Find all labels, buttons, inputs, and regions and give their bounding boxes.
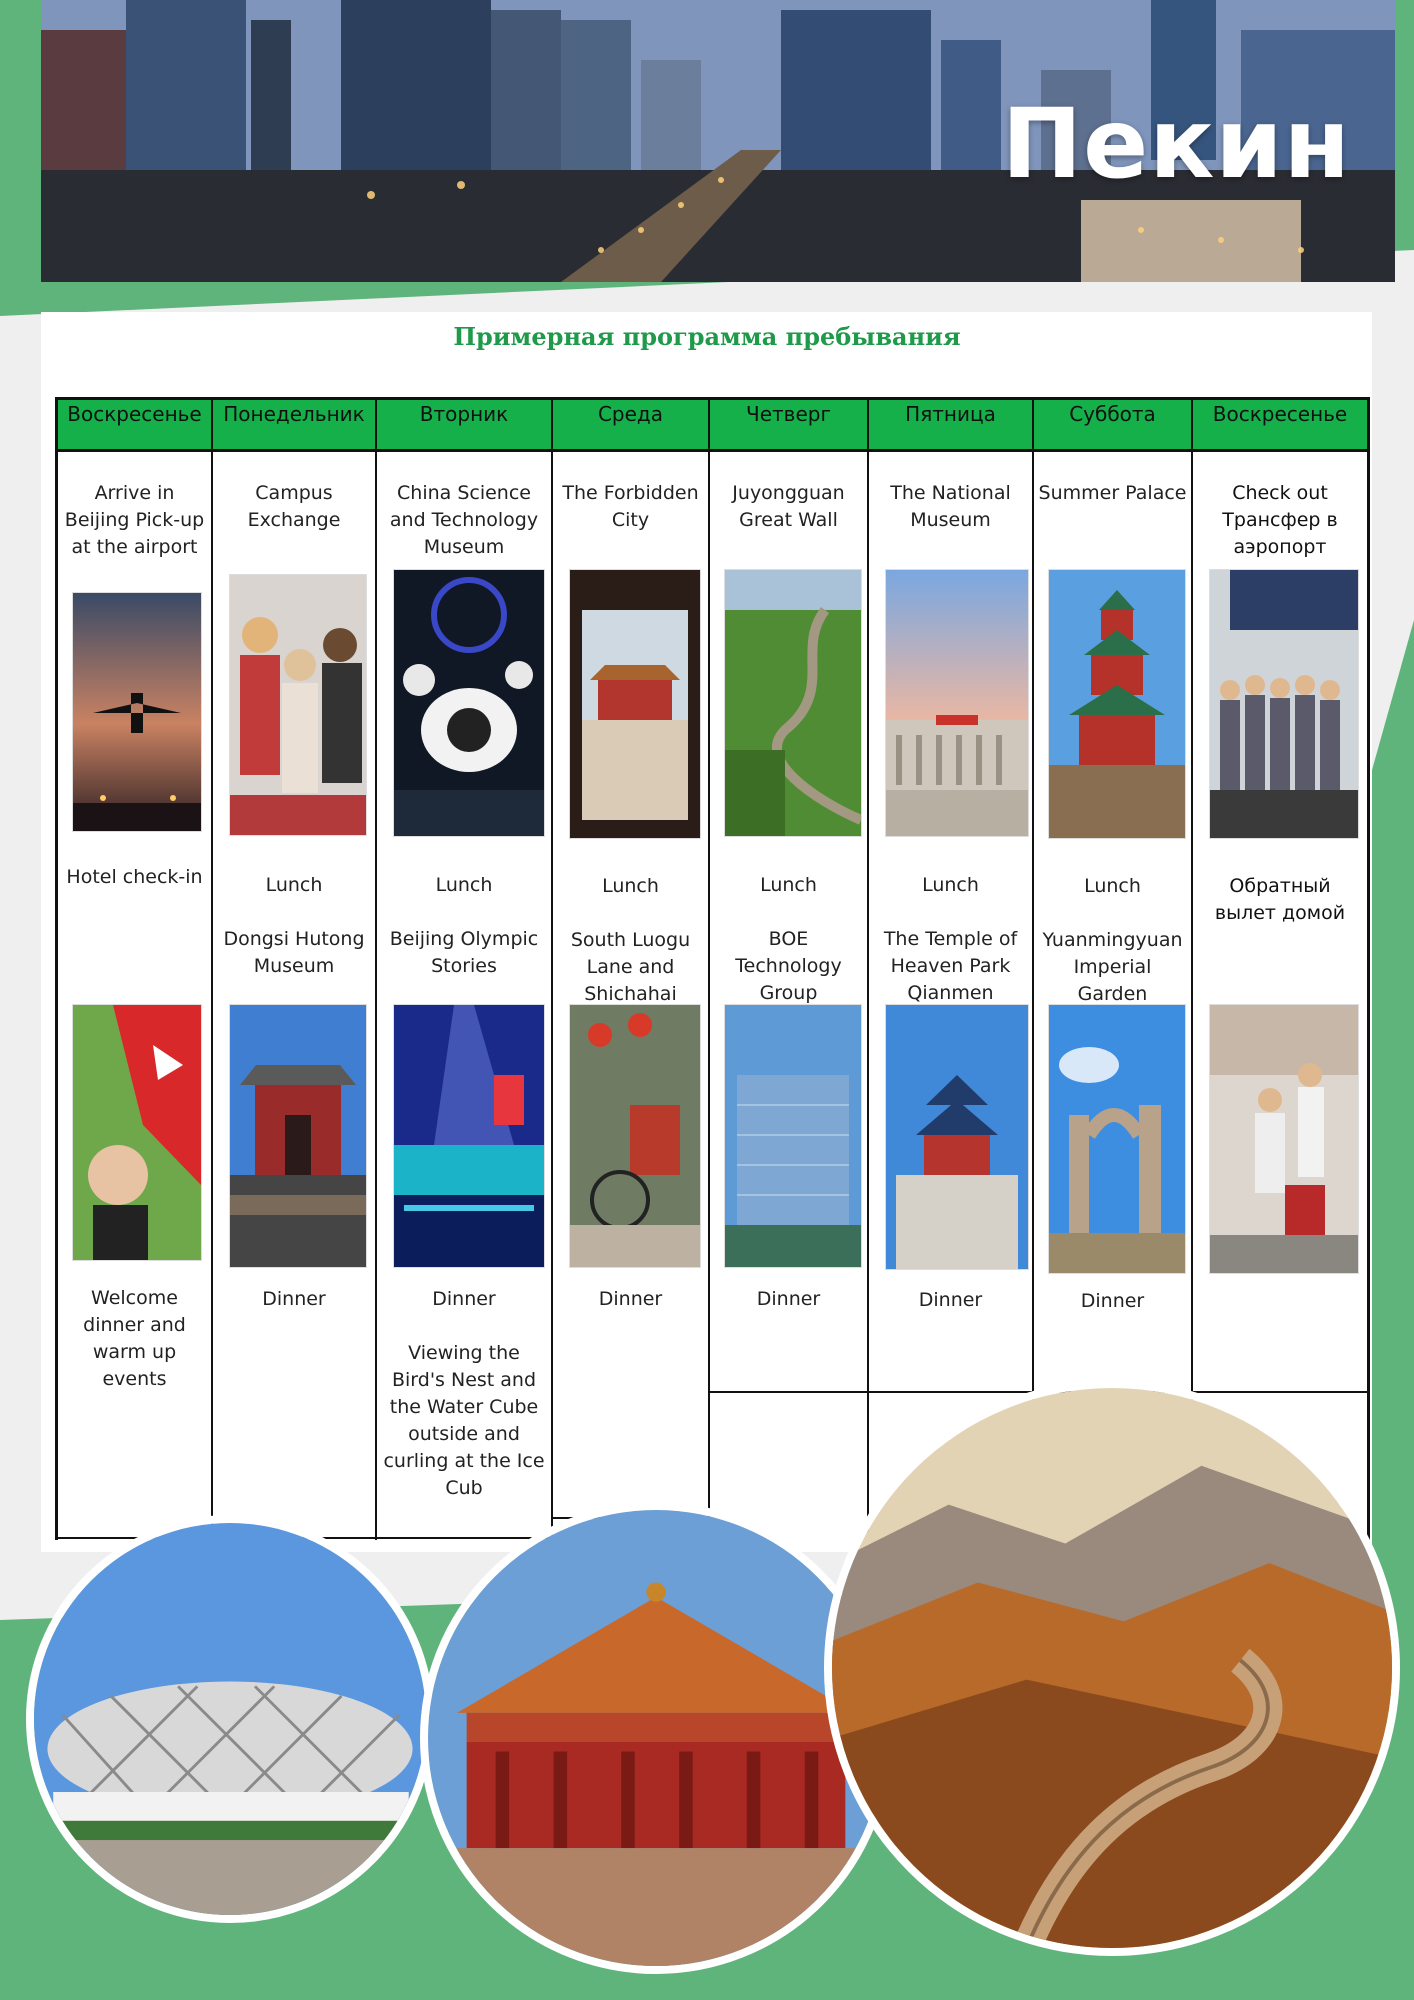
evening-activity: Dinner [756, 1288, 821, 1310]
day-column [1034, 400, 1193, 1540]
hutong-gate-photo [229, 1004, 367, 1268]
afternoon-activity: BOE Technology Group [735, 928, 842, 1004]
lunch-label: Lunch [922, 874, 979, 896]
afternoon-activity: Beijing Olympic Stories [389, 928, 539, 977]
morning-activity: The National Museum [890, 482, 1011, 531]
day-header: Суббота [1034, 400, 1191, 452]
lunch-label: Lunch [435, 874, 493, 896]
afternoon-activity: Hotel check-in [66, 866, 203, 888]
afternoon-activity: Dongsi Hutong Museum [223, 928, 365, 977]
yuanmingyuan-ruins-photo [1048, 1004, 1186, 1274]
morning-activity: Arrive in Beijing Pick-up at the airport [64, 482, 205, 558]
day-header: Пятница [869, 400, 1032, 452]
day-header: Воскресенье [1193, 400, 1367, 452]
great-wall-autumn-photo [824, 1380, 1400, 1956]
afternoon-activity: The Temple of Heaven Park Qianmen [883, 928, 1018, 1004]
birds-nest-stadium-photo [26, 1515, 434, 1923]
morning-activity: Check out Трансфер в аэропорт [1222, 482, 1338, 558]
day-column [710, 400, 869, 1540]
evening-activity: Dinner [598, 1288, 663, 1310]
forbidden-city-photo [569, 569, 701, 839]
city-title: Пекин [1001, 88, 1351, 200]
day-column [58, 400, 213, 1540]
afternoon-activity: Yuanmingyuan Imperial Garden [1042, 929, 1183, 1005]
morning-activity: Campus Exchange [247, 482, 341, 531]
day-column [377, 400, 553, 1540]
lunch-label: Lunch [1084, 875, 1141, 897]
lunch-label: Lunch [602, 875, 659, 897]
great-wall-green-photo [724, 569, 862, 837]
students-classroom-photo [229, 574, 367, 836]
national-museum-photo [885, 569, 1029, 837]
olympic-night-photo [393, 1004, 545, 1268]
temple-of-heaven-photo [885, 1004, 1029, 1270]
robot-museum-photo [393, 569, 545, 837]
morning-activity: The Forbidden City [562, 482, 699, 531]
summer-palace-pagoda-photo [1048, 569, 1186, 839]
program-title: Примерная программа пребывания [453, 322, 961, 351]
boe-building-photo [724, 1004, 862, 1268]
airplane-landing-photo [72, 592, 202, 832]
extra-activity: Viewing the Bird's Nest and the Water Cube outside and curling at the Ice Cub [383, 1342, 545, 1499]
airport-group-photo [1209, 569, 1359, 839]
day-header: Понедельник [213, 400, 375, 452]
lunch-label: Lunch [265, 874, 323, 896]
day-header: Вторник [377, 400, 551, 452]
day-column [213, 400, 377, 1540]
evening-activity: Dinner [1080, 1290, 1145, 1312]
city-banner [41, 0, 1395, 282]
schedule-table [55, 397, 1370, 1540]
afternoon-activity: South Luogu Lane and Shichahai [570, 929, 691, 1005]
evening-activity: Welcome dinner and warm up events [83, 1287, 186, 1390]
day-column [1193, 400, 1367, 1540]
morning-activity: China Science and Technology Museum [389, 482, 539, 558]
evening-activity: Dinner [262, 1288, 326, 1310]
afternoon-activity: Обратный вылет домой [1214, 875, 1346, 924]
airport-travelers-photo [1209, 1004, 1359, 1274]
day-header: Воскресенье [58, 400, 211, 452]
palace-pavilion-photo [420, 1502, 892, 1974]
evening-activity: Dinner [918, 1289, 983, 1311]
day-header: Четверг [710, 400, 867, 452]
day-column [869, 400, 1034, 1540]
dragon-kid-photo [72, 1004, 202, 1261]
rickshaw-lane-photo [569, 1004, 701, 1268]
lunch-label: Lunch [760, 874, 817, 896]
morning-activity: Juyongguan Great Wall [732, 482, 845, 531]
evening-activity: Dinner [432, 1288, 496, 1310]
day-column [553, 400, 710, 1540]
day-header: Среда [553, 400, 708, 452]
morning-activity: Summer Palace [1038, 482, 1187, 504]
